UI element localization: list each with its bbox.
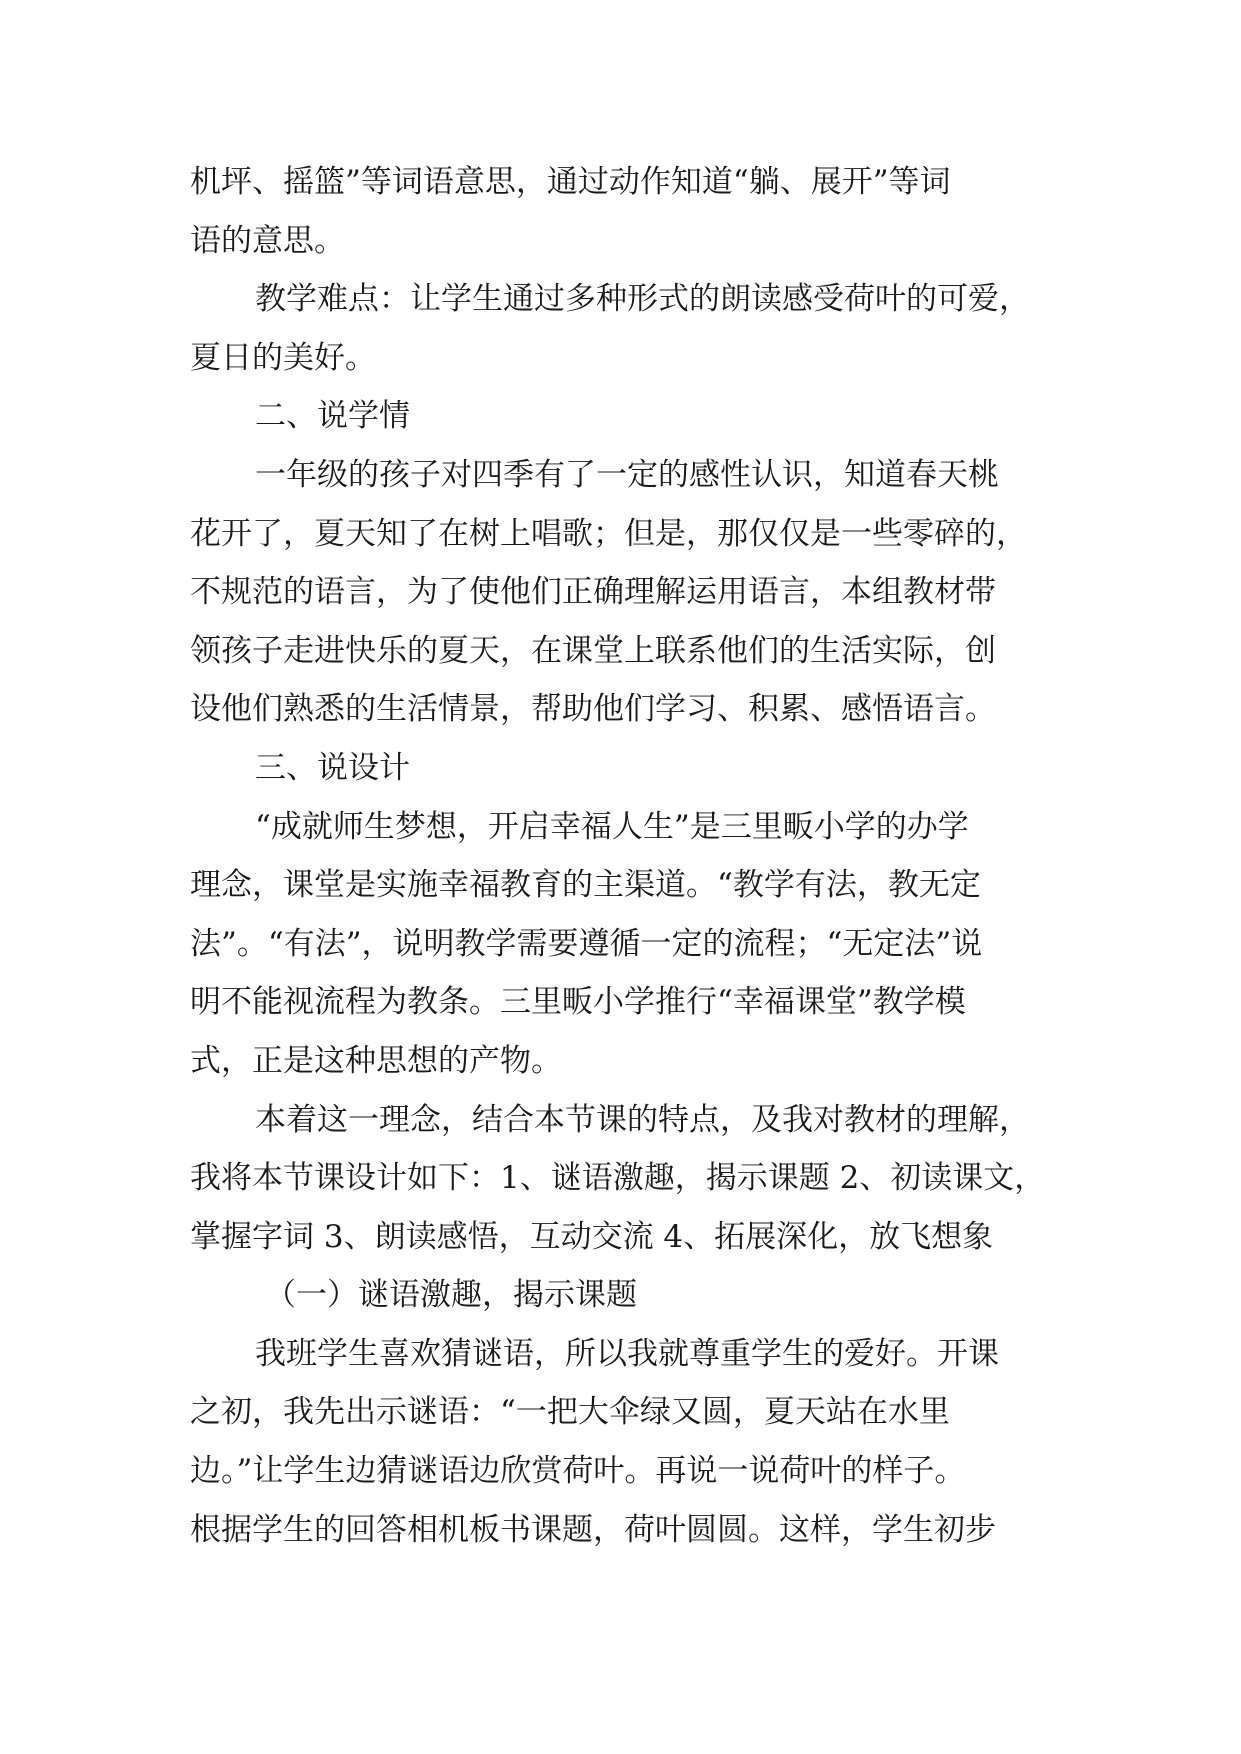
section-heading-3: 三、说设计 — [255, 749, 410, 786]
text-line-1: 机坪、摇篮”等词语意思，通过动作知道“躺、展开”等词 — [190, 164, 951, 200]
text-line-13: 理念，课堂是实施幸福教育的主渠道。“教学有法，教无定 — [190, 867, 981, 904]
text-line-23: 边。”让学生边猜谜语边欣赏荷叶。再说一说荷叶的样子。 — [190, 1453, 966, 1490]
text-line-10: 设他们熟悉的生活情景，帮助他们学习、积累、感悟语言。 — [190, 691, 996, 728]
text-line-22: 之初，我先出示谜语：“一把大伞绿又圆，夏天站在水里 — [190, 1394, 950, 1431]
text-line-7: 花开了，夏天知了在树上唱歌；但是，那仅仅是一些零碎的， — [190, 515, 1027, 552]
document-body — [190, 153, 1090, 1559]
text-line-14: 法”。“有法”，说明教学需要遵循一定的流程；“无定法”说 — [190, 925, 983, 962]
text-line-6: 一年级的孩子对四季有了一定的感性认识，知道春天桃 — [255, 456, 999, 493]
text-line-8: 不规范的语言，为了使他们正确理解运用语言，本组教材带 — [190, 574, 996, 611]
text-line-12: “成就师生梦想，开启幸福人生”是三里畈小学的办学 — [255, 808, 969, 845]
text-line-24: 根据学生的回答相机板书课题，荷叶圆圆。这样，学生初步 — [190, 1511, 996, 1548]
text-line-17: 本着这一理念，结合本节课的特点，及我对教材的理解， — [255, 1101, 1030, 1138]
text-line-19: 掌握字词 3、朗读感悟，互动交流 4、拓展深化，放飞想象 — [190, 1218, 994, 1255]
text-line-4: 夏日的美好。 — [190, 339, 376, 376]
text-line-9: 领孩子走进快乐的夏天，在课堂上联系他们的生活实际，创 — [190, 632, 996, 669]
subsection-heading-1: （一）谜语激趣，揭示课题 — [265, 1277, 637, 1314]
text-line-16: 式，正是这种思想的产物。 — [190, 1042, 562, 1079]
section-heading-2: 二、说学情 — [255, 398, 410, 435]
text-line-3: 教学难点：让学生通过多种形式的朗读感受荷叶的可爱， — [255, 281, 1030, 318]
text-line-21: 我班学生喜欢猜谜语，所以我就尊重学生的爱好。开课 — [255, 1335, 999, 1372]
text-line-18: 我将本节课设计如下：1、谜语激趣，揭示课题 2、初读课文， — [190, 1160, 1046, 1197]
text-line-2: 语的意思。 — [190, 222, 345, 259]
text-line-15: 明不能视流程为教条。三里畈小学推行“幸福课堂”教学模 — [190, 984, 966, 1021]
